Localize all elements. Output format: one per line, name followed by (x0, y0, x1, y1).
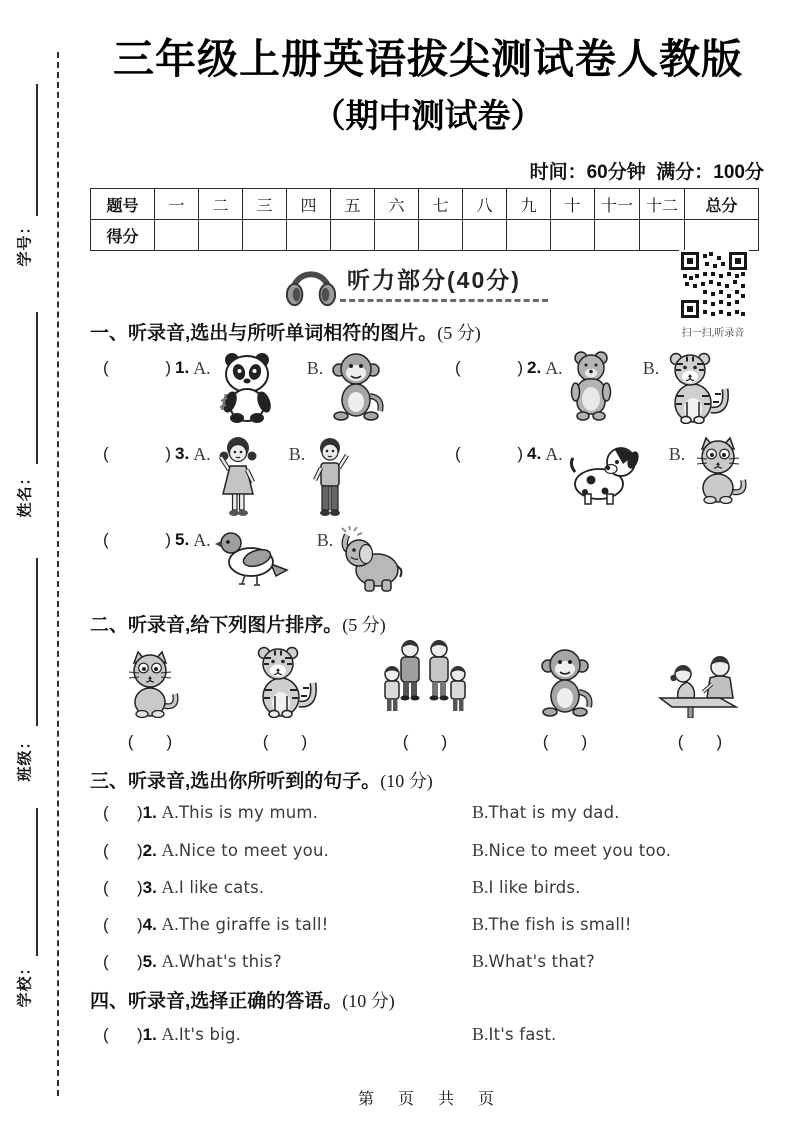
option-b-label: B. (472, 1024, 489, 1044)
option-a-label: A. (161, 802, 179, 822)
talking-kids-image (656, 654, 744, 718)
score-table (90, 188, 759, 251)
option-a-label: A. (545, 358, 563, 378)
score-row-label: 得分 (91, 220, 155, 251)
option-a-label: A. (161, 1024, 179, 1044)
sort-item-5 (645, 654, 755, 752)
score-table-cell: 十 (551, 189, 595, 220)
option-b-text: The fish is small! (488, 915, 632, 934)
sort-item-2 (230, 644, 340, 752)
monkey-image (327, 350, 385, 422)
score-cell-empty (155, 220, 199, 251)
section2-title (90, 610, 386, 637)
sentence-item-4 (103, 914, 765, 935)
score-cell-empty (199, 220, 243, 251)
margin-field-school (1, 954, 47, 1012)
option-a-label: A. (193, 444, 211, 464)
margin-blank-line (36, 312, 38, 464)
option-a-label: A. (161, 877, 179, 897)
answer-paren: ( ) (103, 803, 143, 822)
question-item-5 (103, 522, 405, 592)
girl-image (215, 436, 261, 520)
listening-title-underline (340, 299, 548, 302)
sentence-item-5 (103, 951, 765, 972)
item-number: 4. (142, 915, 157, 934)
answer-paren: ( ) (103, 878, 143, 897)
name-label: 姓名： (16, 468, 34, 518)
score-table-cell: 三 (243, 189, 287, 220)
answer-paren: ( ) (455, 358, 523, 377)
item-number: 2. (527, 358, 542, 377)
option-b-label: B. (472, 951, 489, 971)
item-number: 1. (175, 358, 190, 377)
school-label: 学校： (16, 958, 34, 1008)
score-table-cell: 七 (419, 189, 463, 220)
answer-paren: ( ) (103, 444, 171, 463)
margin-field-class (1, 726, 47, 788)
answer-paren: ( ) (455, 444, 523, 463)
question-item-2 (455, 350, 731, 424)
score-cell-empty (243, 220, 287, 251)
option-a-text: Nice to meet you. (178, 841, 330, 860)
family-image (379, 638, 471, 718)
option-b-text: What's that? (488, 952, 595, 971)
page-title: 三年级上册英语拔尖测试卷人教版 (113, 36, 743, 82)
section3-score: (10 分) (380, 771, 433, 791)
answer-paren: ( ) (262, 732, 308, 751)
option-b-label: B. (306, 358, 324, 378)
option-b-label: B. (668, 444, 686, 464)
score-table-cell: 一 (155, 189, 199, 220)
section1-row-2 (103, 436, 765, 520)
section3-title-text: 三、听录音,选出你所听到的句子。 (90, 771, 381, 792)
score-table-cell: 八 (463, 189, 507, 220)
option-a-text: The giraffe is tall! (178, 915, 329, 934)
score-cell-empty (640, 220, 685, 251)
option-b-label: B. (642, 358, 660, 378)
option-b-label: B. (472, 914, 489, 934)
answer-paren: ( ) (103, 915, 143, 934)
section2-title-text: 二、听录音,给下列图片排序。 (90, 615, 343, 636)
score-table-cell: 十一 (595, 189, 640, 220)
time-score-meta: 时间：60分钟 满分：100分 (529, 162, 764, 183)
margin-field-name (1, 464, 47, 522)
margin-field-student-id (1, 214, 47, 270)
item-number: 3. (175, 444, 190, 463)
score-cell-empty (463, 220, 507, 251)
monkey-image (536, 646, 594, 718)
score-cell-empty (287, 220, 331, 251)
score-table-cell: 九 (507, 189, 551, 220)
section1-row-3 (103, 522, 765, 592)
answer-paren: ( ) (103, 841, 143, 860)
cat-image (121, 650, 179, 718)
score-table-header-row (91, 189, 759, 220)
reply-item-1 (103, 1024, 765, 1045)
margin-dashed-divider (57, 52, 59, 1096)
sort-item-4 (510, 646, 620, 752)
sort-item-3 (365, 638, 485, 752)
answer-paren: ( ) (127, 732, 173, 751)
score-cell-empty (331, 220, 375, 251)
option-b-label: B. (472, 840, 489, 860)
option-a-label: A. (193, 530, 211, 550)
option-a-text: I like cats. (178, 878, 265, 897)
option-b-text: It's fast. (488, 1025, 557, 1044)
item-number: 2. (142, 841, 157, 860)
option-a-label: A. (161, 914, 179, 934)
section4-title (90, 986, 395, 1013)
section3-title (90, 766, 433, 793)
page-footer: 第 页 共 页 (357, 1091, 498, 1108)
option-b-label: B. (288, 444, 306, 464)
class-label: 班级： (16, 732, 34, 782)
score-table-cell: 总分 (685, 189, 759, 220)
score-table-cell: 十二 (640, 189, 685, 220)
question-item-3 (103, 436, 351, 520)
option-a-label: A. (161, 840, 179, 860)
section4-score: (10 分) (342, 991, 395, 1011)
option-b-label: B. (316, 530, 334, 550)
section4-title-text: 四、听录音,选择正确的答语。 (90, 991, 343, 1012)
item-number: 5. (142, 952, 157, 971)
answer-paren: ( ) (103, 358, 171, 377)
option-b-label: B. (472, 802, 489, 822)
score-cell-empty (551, 220, 595, 251)
margin-blank-line (36, 808, 38, 956)
dog-image (567, 444, 641, 506)
score-cell-empty (507, 220, 551, 251)
score-cell-empty (375, 220, 419, 251)
option-a-text: What's this? (178, 952, 282, 971)
option-b-label: B. (472, 877, 489, 897)
option-a-label: A. (161, 951, 179, 971)
section1-title (90, 318, 481, 345)
bear-image (567, 350, 615, 422)
question-item-1 (103, 350, 385, 424)
item-number: 4. (527, 444, 542, 463)
option-a-text: It's big. (178, 1025, 242, 1044)
item-number: 1. (142, 1025, 157, 1044)
tiger-image (663, 350, 731, 424)
headphones-icon (282, 256, 340, 310)
section2-score: (5 分) (342, 615, 386, 635)
section1-title-text: 一、听录音,选出与所听单词相符的图片。 (90, 323, 438, 344)
item-number: 5. (175, 530, 190, 549)
answer-paren: ( ) (677, 732, 723, 751)
score-table-cell: 题号 (91, 189, 155, 220)
question-item-4 (455, 436, 747, 506)
margin-blank-line (36, 558, 38, 726)
item-number: 3. (142, 878, 157, 897)
listening-section-title: 听力部分(40分) (347, 267, 521, 293)
section2-image-row (95, 638, 755, 752)
answer-paren: ( ) (103, 952, 143, 971)
answer-paren: ( ) (402, 732, 448, 751)
tiger-image (251, 644, 319, 718)
qr-code (679, 250, 749, 320)
boy-image (309, 436, 351, 520)
elephant-image (337, 526, 405, 592)
score-table-cell: 四 (287, 189, 331, 220)
section1-score: (5 分) (437, 323, 481, 343)
score-cell-empty (595, 220, 640, 251)
score-table-score-row (91, 220, 759, 251)
option-a-text: This is my mum. (178, 803, 319, 822)
score-table-cell: 五 (331, 189, 375, 220)
student-id-label: 学号： (16, 217, 34, 267)
score-cell-empty (419, 220, 463, 251)
option-a-label: A. (193, 358, 211, 378)
sentence-item-2 (103, 840, 765, 861)
score-cell-empty (685, 220, 759, 251)
sort-item-1 (95, 650, 205, 752)
sentence-item-1 (103, 802, 765, 823)
item-number: 1. (142, 803, 157, 822)
section1-row-1 (103, 350, 765, 424)
option-b-text: Nice to meet you too. (488, 841, 672, 860)
qr-caption: 扫一扫,听录音 (681, 328, 745, 339)
page-subtitle: （期中测试卷） (312, 97, 544, 134)
option-b-text: That is my dad. (488, 803, 620, 822)
cat-image (689, 436, 747, 504)
score-table-cell: 六 (375, 189, 419, 220)
option-a-label: A. (545, 444, 563, 464)
answer-paren: ( ) (103, 1025, 143, 1044)
score-table-cell: 二 (199, 189, 243, 220)
answer-paren: ( ) (103, 530, 171, 549)
margin-blank-line (36, 84, 38, 216)
bird-image (215, 528, 289, 590)
sentence-item-3 (103, 877, 765, 898)
panda-image (215, 350, 279, 424)
option-b-text: I like birds. (488, 878, 581, 897)
answer-paren: ( ) (542, 732, 588, 751)
